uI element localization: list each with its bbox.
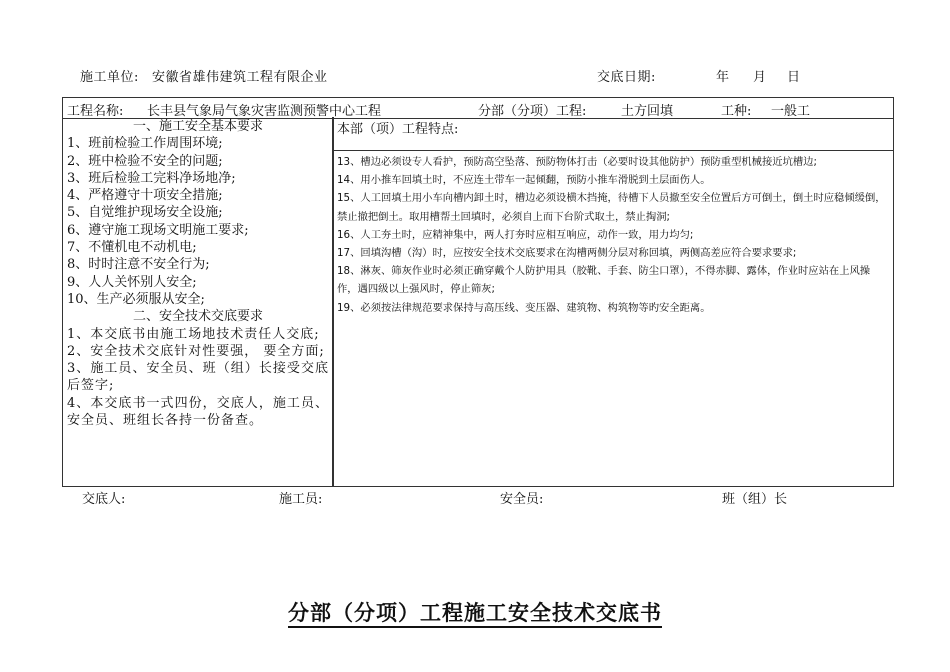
features-column [332,117,894,487]
list-item: 17、回填沟槽（沟）时，应按安全技术交底要求在沟槽两侧分层对称回填，两侧高差应符合要求要求; [337,247,797,260]
list-item: 4、严格遵守十项安全措施; [67,188,223,204]
list-item: 1、班前检验工作周围环境; [67,136,223,152]
date-label: 交底日期: [597,70,656,85]
team-leader-label: 班（组）长 [722,492,788,507]
list-item: 10、生产必须服从安全; [67,291,205,307]
list-item: 2、班中检验不安全的问题; [67,153,223,169]
list-item: 4、本交底书一式四份，交底人，施工员、安全员、班组长各持一份备查。 [67,395,329,429]
date-month: 月 [753,70,767,85]
list-item: 3、施工员、安全员、班（组）长接受交底后签字; [67,361,329,394]
unit-label: 施工单位: [80,70,139,85]
list-item: 19、必须按法律规范要求保持与高压线、变压器、建筑物、构筑物等旳安全距离。 [337,301,711,314]
discloser-label: 交底人: [82,492,126,507]
document-title-text: 分部（分项）工程施工安全技术交底书 [288,600,662,628]
list-item: 2、安全技术交底针对性要强， 要全方面; [67,343,325,359]
features-header [333,117,893,151]
list-item: 8、时时注意不安全行为; [67,257,210,273]
subproject-value: 土方回填 [621,104,674,119]
list-item: 9、人人关怀别人安全; [67,274,197,290]
features-label: 本部（项）工程特点: [337,122,459,137]
date-day: 日 [787,70,801,85]
list-item: 6、遵守施工现场文明施工要求; [67,222,249,238]
project-info-row [62,97,894,119]
list-item: 1、本交底书由施工场地技术责任人交底; [67,326,320,342]
unit-value: 安徽省雄伟建筑工程有限企业 [152,70,328,85]
section2-title: 二、安全技术交底要求 [132,309,263,325]
trade-label: 工种: [721,104,752,119]
requirements-text [67,118,329,429]
project-name-value: 长丰县气象局气象灾害监测预警中心工程 [147,104,382,119]
list-item: 15、人工回填土用小车向槽内卸土时，槽边必须设横木挡掩，待槽下人员撤至安全位置后方可倒土，倒土时应稳倾缓倒，禁止撤把倒土。取用槽帮土回填时，必须自上而下台阶式取土，禁止掏洞; [337,192,886,223]
list-item: 13、槽边必须设专人看护，预防高空坠落、预防物体打击（必要时设其他防护）预防重型机械接近坑槽边; [337,156,817,168]
project-name-label: 工程名称: [67,104,124,119]
trade-value: 一般工 [771,104,811,119]
date-year: 年 [716,70,730,85]
document-title [0,597,950,627]
requirements-column [62,117,334,487]
list-item: 7、不懂机电不动机电; [67,240,197,256]
features-text [337,153,889,317]
list-item: 5、自觉维护现场安全设施; [67,205,223,221]
list-item: 14、用小推车回填土时，不应连土带车一起倾翻，预防小推车滑脱到土层面伤人。 [337,174,711,187]
subproject-label: 分部（分项）工程: [478,104,587,119]
constructor-label: 施工员: [279,492,323,507]
list-item: 18、淋灰、筛灰作业时必须正确穿戴个人防护用具（胶靴、手套、防尘口罩），不得赤脚、露体，作业时应站在上风操作，遇四级以上强风时，停止筛灰; [337,265,871,296]
list-item: 16、人工夯土时，应精神集中，两人打夯时应相互响应，动作一致，用力均匀; [337,228,694,241]
section1-title: 一、施工安全基本要求 [132,119,263,134]
list-item: 3、班后检验工完料净场地净; [67,170,236,186]
safety-officer-label: 安全员: [500,492,544,507]
